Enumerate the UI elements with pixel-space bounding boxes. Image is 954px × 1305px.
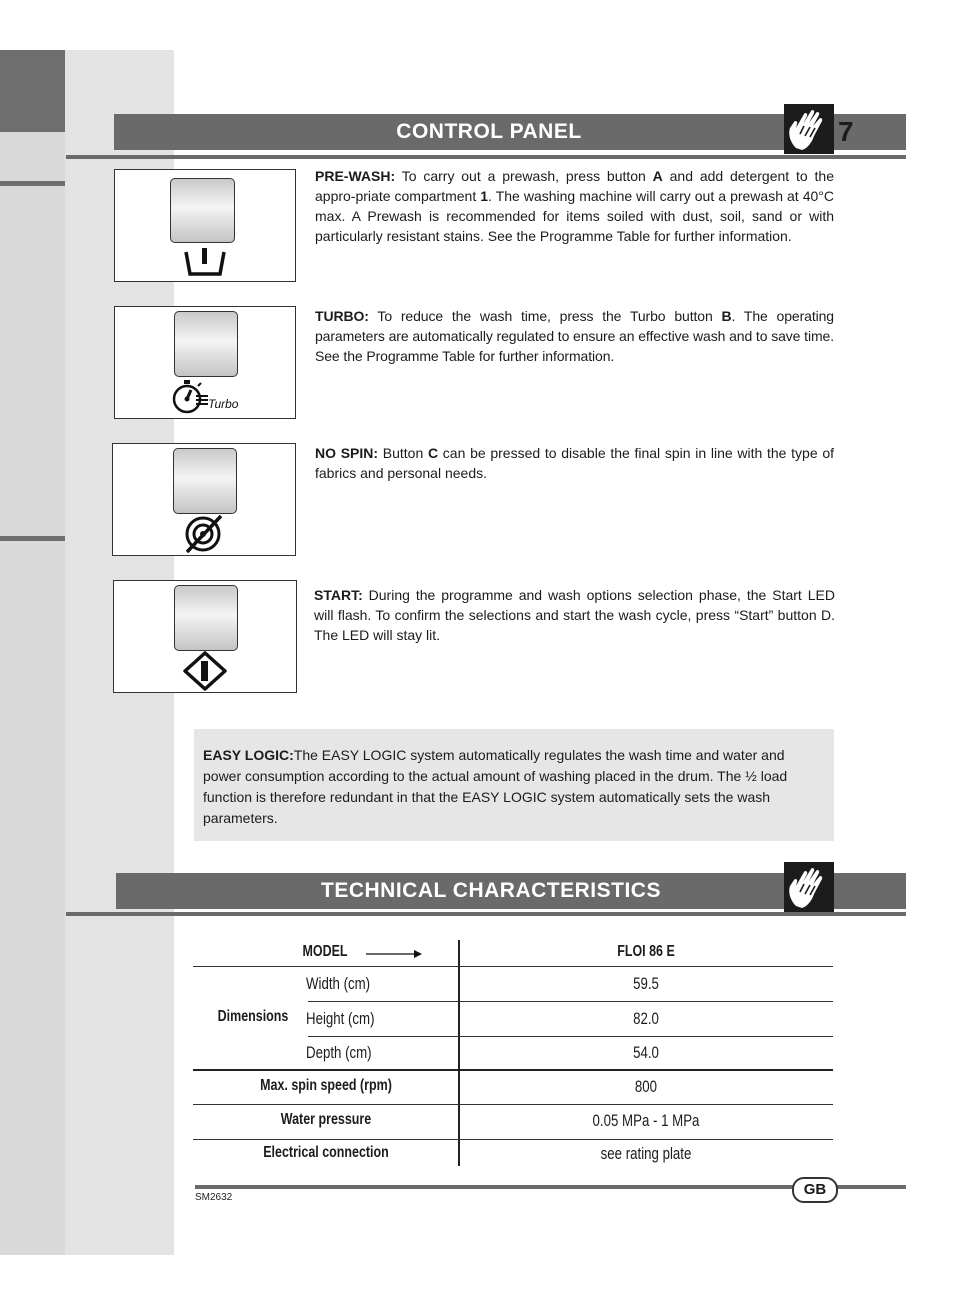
no-spin-label: NO SPIN: (315, 445, 379, 461)
prewash-label: PRE-WASH: (315, 168, 396, 184)
width-value: 59.5 (633, 974, 659, 993)
prewash-button[interactable] (170, 178, 235, 243)
model-value: FLOI 86 E (617, 943, 675, 960)
tab-divider (0, 181, 65, 186)
table-rule (193, 1069, 833, 1071)
dimensions-label: Dimensions (217, 1008, 289, 1025)
control-panel-title: CONTROL PANEL (396, 120, 582, 143)
spin-speed-label: Max. spin speed (rpm) (260, 1077, 392, 1094)
header-rule (66, 912, 906, 916)
spin-speed-value: 800 (634, 1077, 658, 1096)
document-code: SM2632 (195, 1192, 233, 1203)
table-rule (308, 1036, 833, 1037)
hand-icon (784, 104, 834, 154)
table-rule (308, 1001, 833, 1002)
technical-header (116, 873, 866, 909)
start-label: START: (314, 587, 363, 603)
electrical-connection-label: Electrical connection (263, 1144, 389, 1161)
left-margin-strip (0, 50, 65, 1255)
easy-logic-box (194, 729, 834, 841)
no-spin-icon (181, 512, 227, 554)
start-description: START: During the programme and wash options selection phase, the Start LED will flash. To confirm the selections and start the wash cycle, press “Start” button D. The LED will stay lit. (314, 587, 835, 643)
no-spin-description: NO SPIN: Button C can be pressed to disable the final spin in line with the type of fabrics and personal needs. (315, 445, 834, 481)
height-label: Height (cm) (306, 1009, 375, 1028)
easy-logic-label: EASY LOGIC: (203, 747, 294, 763)
section-tab (0, 50, 65, 132)
tab-divider (0, 536, 65, 541)
electrical-connection-value: see rating plate (600, 1144, 692, 1163)
start-icon (181, 651, 229, 691)
easy-logic-text: EASY LOGIC:The EASY LOGIC system automatically regulates the wash time and water and power consumption according to the actual amount of washing placed in the drum. The ½ load function is therefore redundant in that the EASY LOGIC system automatically sets the wash parameters. (203, 747, 788, 826)
water-pressure-label: Water pressure (280, 1111, 372, 1128)
depth-label: Depth (cm) (306, 1043, 372, 1062)
water-pressure-value: 0.05 MPa - 1 MPa (592, 1111, 700, 1130)
turbo-button[interactable] (174, 311, 238, 377)
prewash-panel (114, 169, 296, 282)
turbo-description: TURBO: To reduce the wash time, press the Turbo button B. The operating parameters are automatically regulated to ensure an effective wash and to save time. See the Programme Table for further information. (315, 308, 834, 364)
prewash-icon (183, 248, 227, 278)
height-value: 82.0 (633, 1009, 659, 1028)
page-number: 7 (838, 116, 854, 147)
depth-value: 54.0 (633, 1043, 659, 1062)
header-rule (66, 155, 906, 159)
speed-lines-icon (196, 395, 208, 405)
start-panel (113, 580, 297, 693)
width-label: Width (cm) (306, 974, 371, 993)
no-spin-button[interactable] (173, 448, 237, 514)
control-panel-header (114, 114, 864, 150)
table-rule (193, 1139, 833, 1140)
model-label: MODEL (302, 943, 348, 960)
table-column-divider (458, 940, 460, 1166)
table-rule (193, 1104, 833, 1105)
turbo-panel (114, 306, 296, 419)
turbo-icon-label: Turbo (208, 397, 239, 411)
hand-icon (784, 862, 834, 912)
language-badge: GB (792, 1177, 838, 1203)
start-button[interactable] (174, 585, 238, 651)
no-spin-panel (112, 443, 296, 556)
arrow-right-icon (366, 948, 424, 960)
header-bar-end (834, 873, 906, 909)
turbo-label: TURBO: (315, 308, 369, 324)
prewash-description: PRE-WASH: To carry out a prewash, press button A and add detergent to the appro-priate compartment 1. The washing machine will carry out a prewash at 40°C max. A Prewash is recommended for items soiled with dust, soil, sand or with particularly resistant stains. See the Programme Table for further information. (315, 168, 834, 244)
technical-title: TECHNICAL CHARACTERISTICS (321, 879, 661, 902)
table-rule (193, 966, 833, 967)
